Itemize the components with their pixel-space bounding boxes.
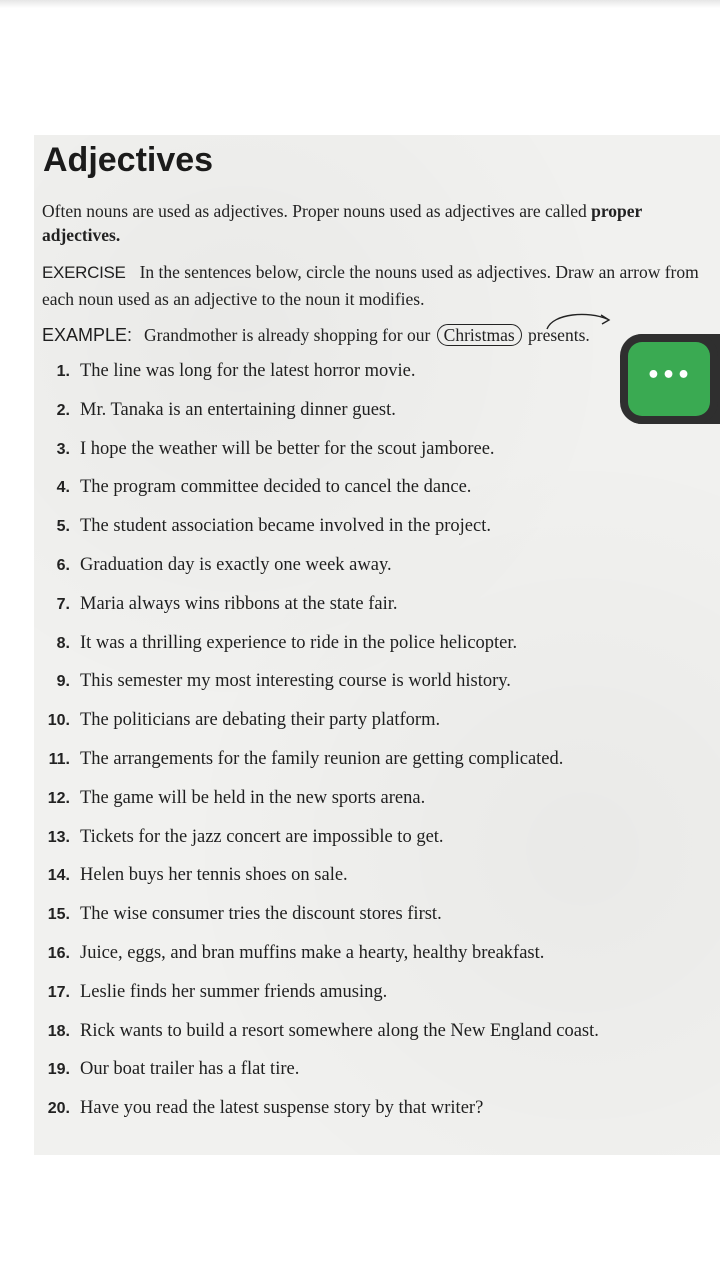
example-before: Grandmother is already shopping for our xyxy=(144,325,431,345)
sentence-text: Graduation day is exactly one week away. xyxy=(80,554,392,575)
sentence-number: 12. xyxy=(47,789,70,807)
sentence-number: 15. xyxy=(47,906,70,924)
sentence-text: Juice, eggs, and bran muffins make a hearty, healthy breakfast. xyxy=(80,942,545,963)
more-options-button[interactable] xyxy=(628,342,710,416)
sentence-text: Tickets for the jazz concert are impossible to get. xyxy=(80,826,444,847)
sentence-item xyxy=(34,633,720,672)
sentence-text: Helen buys her tennis shoes on sale. xyxy=(80,865,348,886)
sentence-item xyxy=(34,439,720,478)
sentence-number: 7. xyxy=(56,595,70,613)
sentence-item xyxy=(34,594,720,633)
sentence-item xyxy=(34,1098,720,1137)
sentence-item xyxy=(34,865,720,904)
sentence-text: The politicians are debating their party platform. xyxy=(80,710,441,731)
intro-text: Often nouns are used as adjectives. Proper nouns used as adjectives are called xyxy=(42,201,592,221)
example-circled-noun: Christmas xyxy=(437,324,522,346)
sentence-item xyxy=(34,749,720,788)
page-title: Adjectives xyxy=(43,141,214,179)
sentence-number: 5. xyxy=(56,518,70,536)
sentence-item xyxy=(34,400,720,439)
sentence-number: 17. xyxy=(47,983,70,1001)
example-line xyxy=(42,321,720,349)
sentence-number: 9. xyxy=(56,673,70,691)
sentence-number: 13. xyxy=(47,828,70,846)
sentence-item xyxy=(34,827,720,866)
sentence-number: 14. xyxy=(47,867,70,885)
sentence-item xyxy=(34,671,720,710)
sentence-item xyxy=(34,555,720,594)
sentence-item xyxy=(34,516,720,555)
sentence-number: 4. xyxy=(56,479,70,497)
sentence-item xyxy=(34,788,720,827)
top-edge-strip xyxy=(0,0,720,8)
sentence-number: 19. xyxy=(47,1061,70,1079)
sentence-number: 1. xyxy=(56,363,70,380)
sentence-number: 20. xyxy=(47,1100,70,1118)
sentence-text: The student association became involved in the project. xyxy=(80,516,491,537)
example-after: presents. xyxy=(528,325,590,345)
sentence-number: 16. xyxy=(47,944,70,962)
exercise-text: In the sentences below, circle the nouns used as adjectives. Draw an arrow from each noun used as an adjective to the noun it modifies. xyxy=(42,262,699,309)
sentence-text: The arrangements for the family reunion are getting complicated. xyxy=(80,748,564,769)
sentence-text: I hope the weather will be better for the scout jamboree. xyxy=(80,438,495,459)
sentence-number: 18. xyxy=(47,1022,70,1040)
sentence-item xyxy=(34,904,720,943)
sentence-text: Leslie finds her summer friends amusing. xyxy=(80,981,388,1002)
sentence-item xyxy=(34,477,720,516)
sentence-number: 10. xyxy=(47,712,70,730)
sentence-text: Have you read the latest suspense story by that writer? xyxy=(80,1098,484,1119)
sentence-item xyxy=(34,361,720,400)
sentence-item xyxy=(34,1021,720,1060)
sentence-text: The wise consumer tries the discount stores first. xyxy=(80,904,442,925)
intro-bold-term: proper adjectives. xyxy=(42,201,643,245)
sentence-text: It was a thrilling experience to ride in the police helicopter. xyxy=(80,632,518,653)
sentence-item xyxy=(34,943,720,982)
sentence-text: The program committee decided to cancel the dance. xyxy=(80,477,472,498)
sentence-text: Mr. Tanaka is an entertaining dinner guest. xyxy=(80,399,396,420)
sentence-item xyxy=(34,1059,720,1098)
example-label: EXAMPLE: xyxy=(42,325,133,345)
sentence-number: 3. xyxy=(56,440,70,458)
sentence-item xyxy=(34,982,720,1021)
sentence-text: Maria always wins ribbons at the state fair. xyxy=(80,593,398,614)
sentence-number: 8. xyxy=(56,634,70,652)
sentence-text: Our boat trailer has a flat tire. xyxy=(80,1059,300,1080)
sentence-text: This semester my most interesting course is world history. xyxy=(80,671,511,692)
sentence-item xyxy=(34,710,720,749)
sentence-text: Rick wants to build a resort somewhere along the New England coast. xyxy=(80,1020,599,1041)
sentence-number: 11. xyxy=(48,750,70,768)
worksheet-page xyxy=(34,135,720,1155)
sentence-text: The line was long for the latest horror movie. xyxy=(80,361,416,381)
sentence-text: The game will be held in the new sports arena. xyxy=(80,787,426,808)
more-dots-icon: ••• xyxy=(646,363,692,388)
sentence-number: 2. xyxy=(56,401,70,419)
exercise-label: EXERCISE xyxy=(42,263,126,282)
exercise-instructions xyxy=(42,259,712,312)
sentence-number: 6. xyxy=(56,556,70,574)
sentence-list xyxy=(34,361,720,1137)
intro-paragraph xyxy=(42,199,710,247)
